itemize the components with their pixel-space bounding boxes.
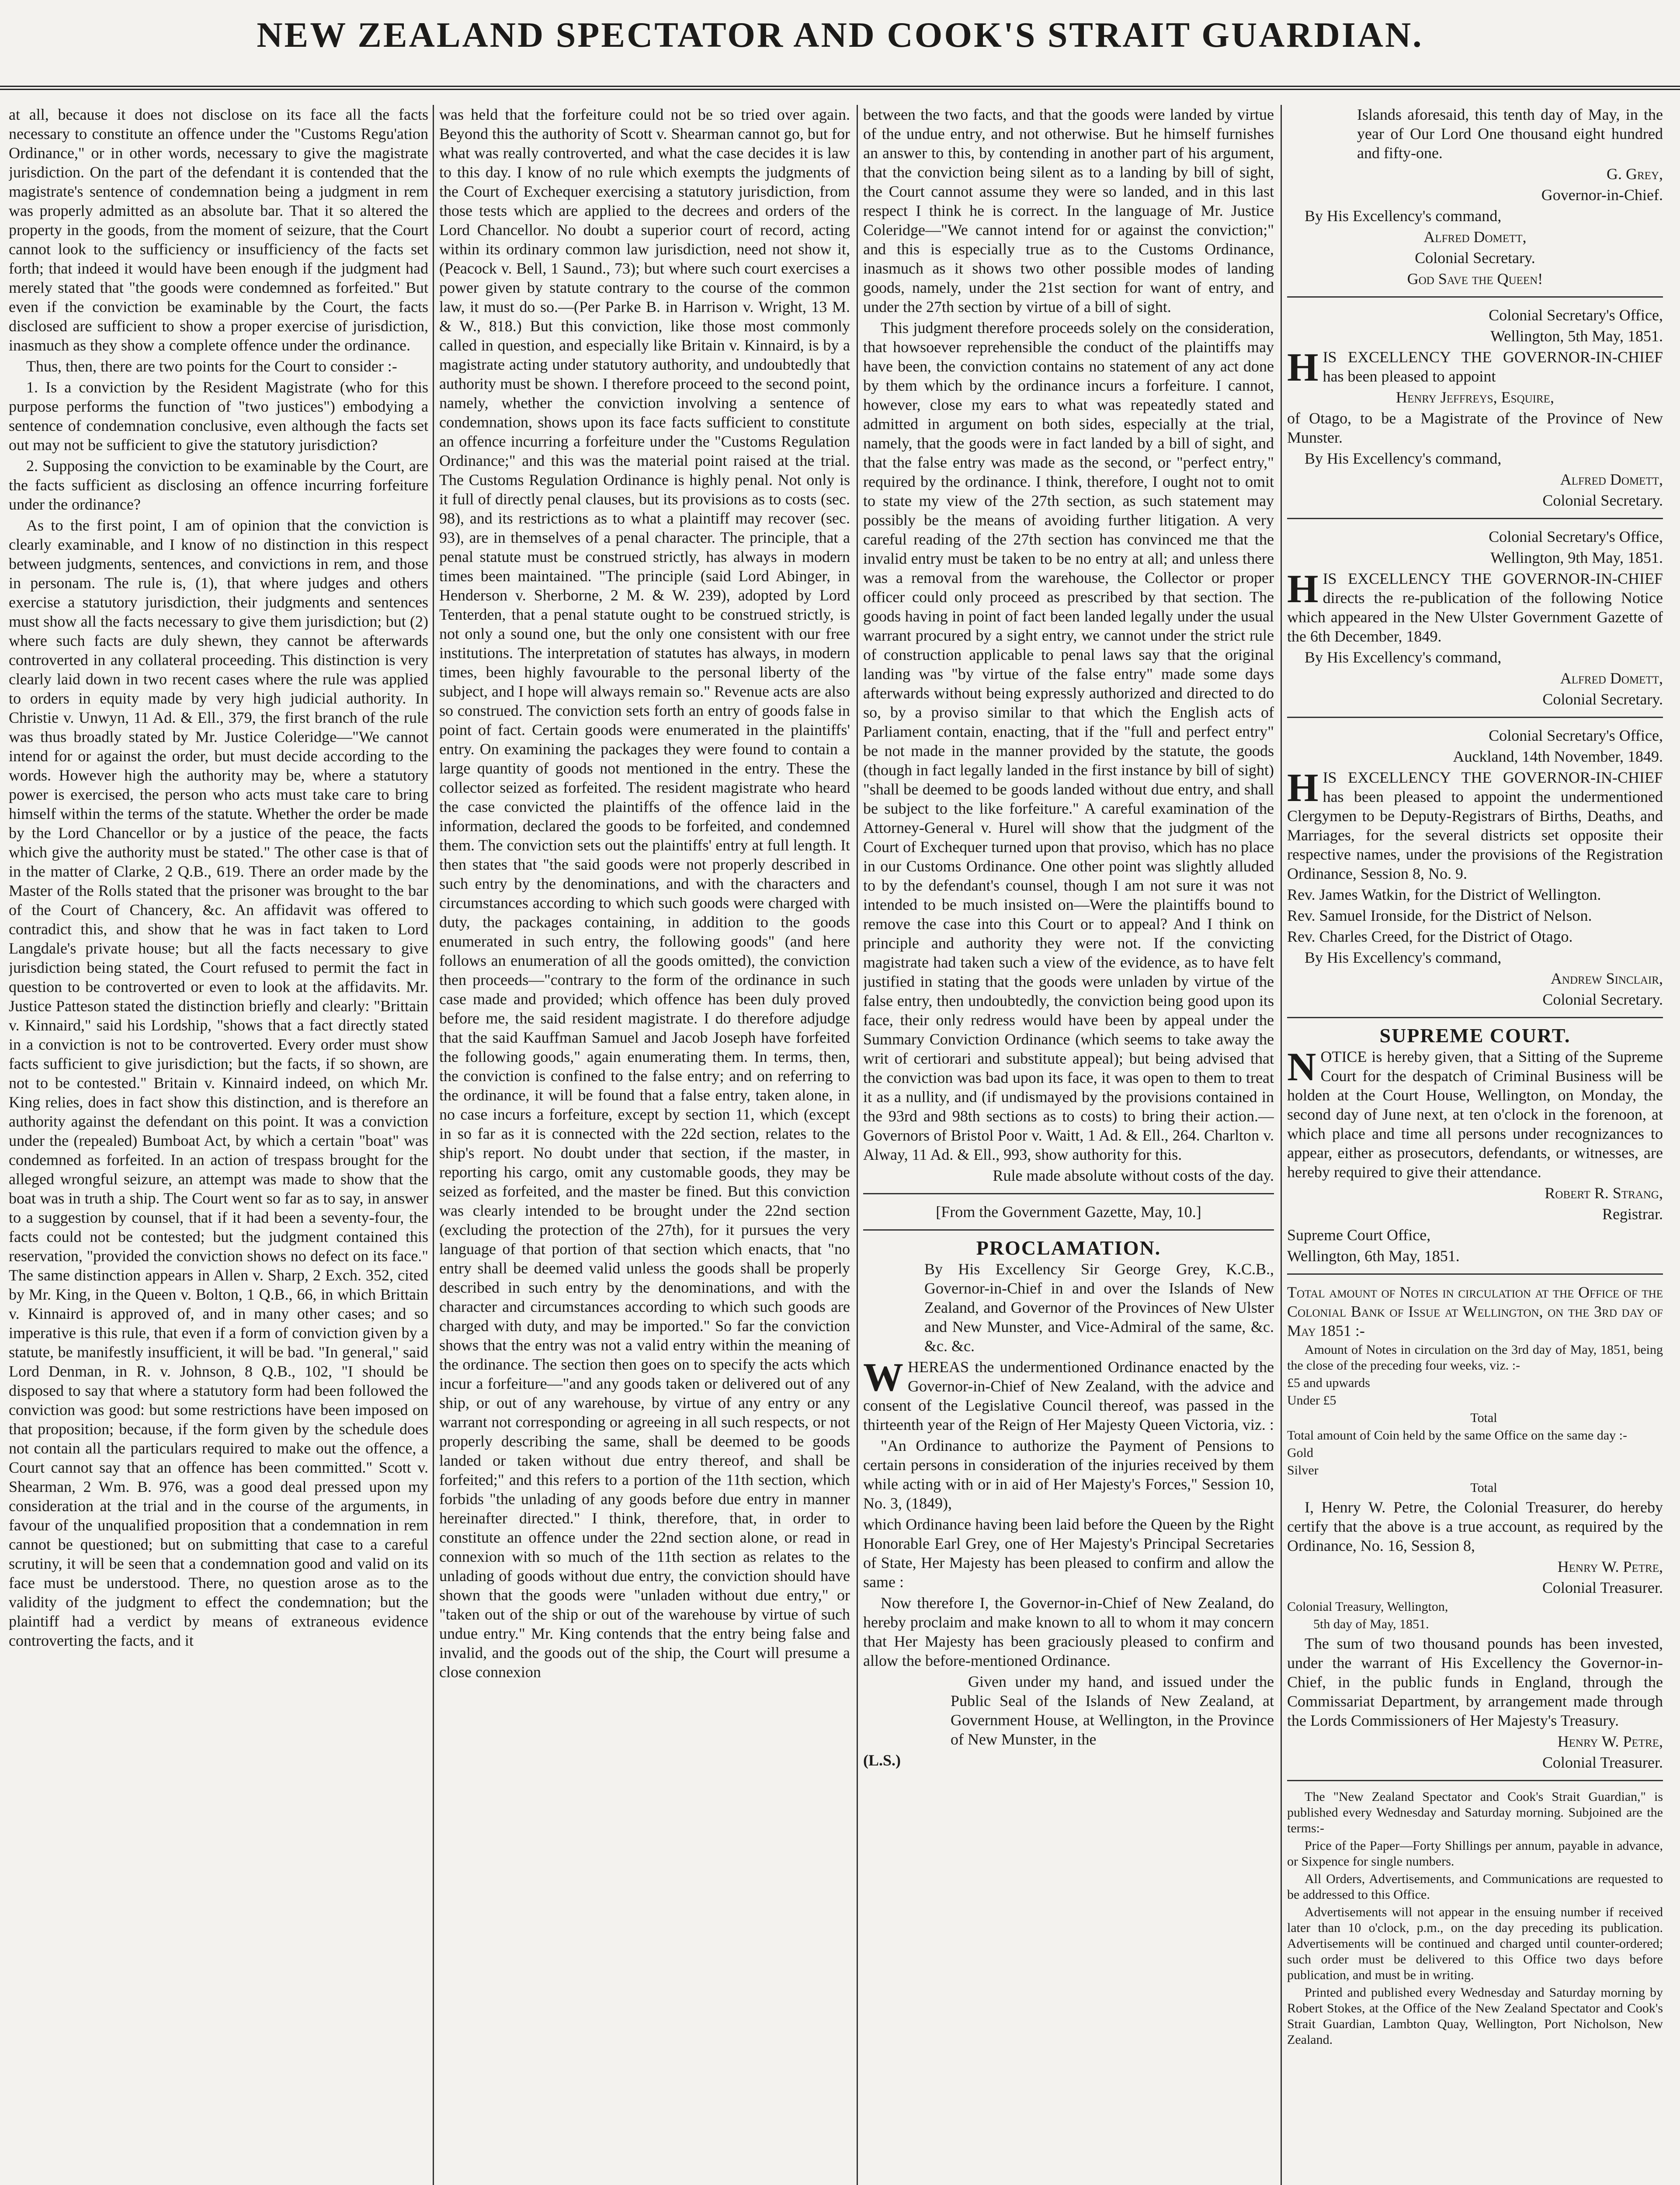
signature: Henry W. Petre, (1557, 1733, 1663, 1750)
notice-text: IS EXCELLENCY THE GOVERNOR-IN-CHIEF directs the re-publication of the following Notice which appeared in the New Ulster Government Gazette of the 6th December, 1849. (1287, 570, 1663, 645)
date: Auckland, 14th November, 1849. (1453, 748, 1663, 765)
role: Colonial Secretary. (1542, 492, 1663, 509)
paragraph: This judgment therefore proceeds solely on the consideration, that howsoever reprehensible the conduct of the plaintiffs may have been, the conviction contains no statement of any act done by them which by the ordinance incurs a forfeiture. I cannot, however, close my ears to what was repeatedly stated and admitted in argument on both sides, especially at the trial, namely, that the goods were in fact landed by a bill of sight, and that the false entry was made as the second, or "perfect entry," required by the ordinance. I think, therefore, I ought not to omit to state my view of the 27th section, as such statement may possibly be the means of avoiding further litigation. A very careful reading of the 27th section has convinced me that the invalid entry must be taken to be no entry at all; and unless there was a removal from the warehouse, the Collector or proper officer could only proceed as prescribed by that section. The goods having in point of fact been landed legally under the usual warrant procured by a sight entry, we cannot under the strict rule of construction applicable to penal laws say that the original landing was "by virtue of the false entry" made some days afterwards without being expressly authorized and directed to do so, by a proviso similar to that which the English acts of Parliament contain, enacting, that if the "full and perfect entry" be not made in the manner provided by the statute, the goods (though in fact legally landed in the first instance by bill of sight) "shall be deemed to be goods landed without due entry, and shall be subject to the like forfeiture." A careful examination of the Attorney-General v. Hurel will show that the judgment of the Court of Exchequer turned upon that proviso, which has no place in our Customs Ordinance. One other point was slightly alluded to by the defendant's counsel, though I am not sure it was not intended to be much insisted on—Were the plaintiffs bound to remove the case into this Court or to appeal? And I think on principle and authority they were not. If the convicting magistrate had taken such a view of the evidence, as to have felt justified in stating that the goods were unladen by virtue of the false entry, then undoubtedly, the conviction being good upon its face, their only redress would have been by appeal under the Summary Conviction Ordinance (which seems to take away the writ of certiorari and substitute appeal); but being advised that the conviction was bad upon its face, it was open to them to treat it as a nullity, and (if undismayed by the provisions contained in the 93rd and 98th sections as to costs) to bring their action.—Governors of Bristol Poor v. Waitt, 1 Ad. & Ell., 264. Charlton v. Alway, 11 Ad. & Ell., 993, show authority for this. (863, 319, 1274, 1163)
gazette-source: [From the Government Gazette, May, 10.] (936, 1203, 1201, 1221)
proclamation-body3: Now therefore I, the Governor-in-Chief of New Zealand, do hereby proclaim and make known to all to whom it may concern that Her Majesty has been graciously pleased to confirm and allow the before-mentioned Ordinance. (863, 1594, 1274, 1669)
proclamation-by: By His Excellency Sir George Grey, K.C.B., Governor-in-Chief in and over the Islands of New Zealand, and Governor of the Provinces of New Ulster and New Munster, and Vice-Admiral of the same, &c. &c. &c. (924, 1260, 1274, 1355)
signature: Alfred Domett, (1423, 228, 1527, 246)
treasury-sub: Amount of Notes in circulation on the 3rd day of May, 1851, being the close of the preceding four weeks, viz. :- (1287, 1342, 1663, 1373)
imprint: Price of the Paper—Forty Shillings per annum, payable in advance, or Sixpence for single numbers. (1287, 1838, 1663, 1869)
drop-cap: H (1287, 566, 1319, 611)
role: Colonial Secretary. (1542, 690, 1663, 708)
masthead: NEW ZEALAND SPECTATOR AND COOK'S STRAIT GUARDIAN. (257, 15, 1423, 55)
date: Wellington, 5th May, 1851. (1490, 327, 1663, 345)
proclamation-body (863, 1357, 1274, 1434)
proclamation-title: PROCLAMATION. (976, 1237, 1161, 1259)
notice-text: OTICE is hereby given, that a Sitting of the Supreme Court for the despatch of Criminal Business will be holden at the Court House, Wellington, on Monday, the second day of June next, at ten o'clock in the forenoon, at which place and time all persons under recognizances to appear, either as prosecutors, defendants, or witnesses, are hereby required to give their attendance. (1287, 1048, 1663, 1181)
list-item: Rev. James Watkin, for the District of Wellington. (1287, 886, 1601, 903)
notice-body (1287, 345, 1663, 389)
notice-text: IS EXCELLENCY THE GOVERNOR-IN-CHIEF has been pleased to appoint the undermentioned Clergymen to be Deputy-Registrars of Births, Deaths, and Marriages, for the several districts set opposite their respective names, under the provisions of the Registration Ordinance, Session 8, No. 9. (1287, 769, 1663, 882)
date: Wellington, 9th May, 1851. (1490, 549, 1663, 566)
notice-body (1287, 566, 1663, 646)
supreme-court-title: SUPREME COURT. (1379, 1024, 1571, 1047)
role: Governor-in-Chief. (1541, 186, 1663, 204)
column-4 (1287, 105, 1663, 2185)
paragraph: between the two facts, and that the goods were landed by virtue of the undue entry, and not otherwise. But he himself furnishes an answer to this, by contending in another part of his argument, that the conviction being silent as to a landing by bill of sight, the Court cannot assume they were so landed, and in this last respect I think he is correct. In the language of Mr. Justice Coleridge—"We cannot intend for or against the conviction;" and this is especially true as to the Customs Ordinance, inasmuch as it shows two other possible modes of landing goods, namely, under the 21st section for want of entry, and under the 27th section by virtue of a bill of sight. (863, 106, 1274, 316)
divider (1287, 518, 1663, 519)
office: Supreme Court Office, (1287, 1226, 1431, 1244)
paragraph: 2. Supposing the conviction to be examinable by the Court, are the facts sufficient as disclosing an offence incurring forfeiture under the ordinance? (9, 457, 428, 513)
drop-cap: N (1287, 1044, 1316, 1089)
divider (1287, 1780, 1663, 1781)
closing-line: Rule made absolute without costs of the day. (993, 1167, 1274, 1184)
signature: G. Grey, (1607, 165, 1663, 183)
column-2 (439, 105, 850, 2185)
role: Colonial Treasurer. (1542, 1754, 1663, 1771)
imprint: Printed and published every Wednesday and Saturday morning by Robert Stokes, at the Office of the New Zealand Spectator and Cook's Strait Guardian, Lambton Quay, Wellington, Port Nicholson, New Zealand. (1287, 1985, 1663, 2047)
column-3 (863, 105, 1274, 2185)
proclamation-given: Given under my hand, and issued under the Public Seal of the Islands of New Zealand, at Government House, at Wellington, in the Province of New Munster, in the (951, 1673, 1274, 1748)
ledger-row: Gold (1287, 1446, 1313, 1460)
column-1 (9, 105, 428, 2185)
list-item: Rev. Charles Creed, for the District of Otago. (1287, 928, 1573, 945)
paragraph: at all, because it does not disclose on its face all the facts necessary to constitute an offence under the "Customs Regu'ation Ordinance," or in other words, necessary to give the magistrate jurisdiction. On the part of the defendant it is contended that the magistrate's sentence of condemnation being a judgment in rem was properly admitted as an absolute bar. That it so altered the property in the goods, from the moment of seizure, that the Court cannot look to the sufficiency or insufficiency of the facts set forth; that indeed it would have been enough if the judgment had merely stated that "the goods were condemned as forfeited." But even if the conviction be examinable by the Court, the facts disclosed are sufficient to show a proper exercise of jurisdiction, inasmuch as they show a complete offence under the ordinance. (9, 106, 428, 354)
office: Colonial Treasury, Wellington, (1287, 1599, 1448, 1614)
divider (1287, 1273, 1663, 1275)
imprint: The "New Zealand Spectator and Cook's Strait Guardian," is published every Wednesday and Saturday morning. Subjoined are the terms:- (1287, 1790, 1663, 1835)
appointee: Henry Jeffreys, Esquire, (1396, 388, 1554, 406)
ledger-row: £5 and upwards (1287, 1376, 1370, 1390)
command: By His Excellency's command, (1305, 450, 1502, 467)
masthead-rule (0, 86, 1680, 90)
imprint: All Orders, Advertisements, and Communications are requested to be addressed to this Office. (1287, 1872, 1663, 1902)
paragraph: As to the first point, I am of opinion that the conviction is clearly examinable, and I know of no distinction in this respect between judgments, sentences, and convictions in rem, and those in personam. The rule is, (1), that where judges and others exercise a statutory jurisdiction, their judgments and sentences must show all the facts necessary to give them jurisdiction; but (2) where such facts are duly shewn, they cannot be afterwards controverted in any collateral proceeding. This distinction is very clearly laid down in two recent cases where the rule was applied to orders in equity made by very high judicial authority. In Christie v. Unwyn, 11 Ad. & Ell., 379, the first branch of the rule was thus broadly stated by Mr. Justice Coleridge—"We cannot intend for or against the order, but must decide according to the words. However high the authority may be, where a statutory power is exercised, the person who acts must take care to bring himself within the terms of the statute. Whether the order be made by the Lord Chancellor or by a justice of the peace, the facts which give the authority must be stated." The other case is that of in the matter of Clarke, 2 Q.B., 619. There an order made by the Master of the Rolls stated that the prisoner was brought to the bar of the Court of Chancery, &c. An affidavit was offered to contradict this, and show that he was in fact taken to Lord Langdale's private house; but all the facts necessary to give jurisdiction being stated, the Court refused to permit the fact in question to be controverted or even to look at the affidavits. Mr. Justice Patteson stated the distinction briefly and clearly: "Brittain v. Kinnaird," said his Lordship, "shows that a fact directly stated in a conviction is not to be controverted. Every order must show facts sufficient to give jurisdiction; but the facts, if so shown, are not to be contested." Britain v. Kinnaird indeed, on which Mr. King relies, does in fact show this distinction, and is therefore an authority against the defendant on this point. It was a conviction under the (repealed) Bumboat Act, by which a certain "boat" was condemned as forfeited. In an action of trespass brought for the alleged wrongful seizure, an attempt was made to show that the boat was in truth a ship. The Court went so far as to say, in answer to a suggestion by counsel, that if it had been a seventy-four, the facts could not be contested; but the judgment contained this reservation, "provided the conviction shows no defect on its face." The same distinction appears in Allen v. Sharp, 2 Exch. 352, cited by Mr. King, in the Queen v. Bolton, 1 Q.B., 66, in which Brittain v. Kinnaird is approved of, and in many other cases; and so imperative is this rule, that even if a form of conviction given by a statute, be manifestly insufficient, it will be bad. "In general," said Lord Denman, in R. v. Johnson, 8 Q.B., 102, "I should be disposed to say that where a statutory form had been followed the conviction was good: but some restrictions have been imposed on that proposition; because, if the form given by the schedule does not contain all the particulars required to make out the offence, a Court cannot say that an offence has been committed." Scott v. Shearman, 2 Wm. B. 976, was a good deal pressed upon my consideration at the trial and in the course of the arguments, in favour of the unqualified proposition that a condemnation in rem cannot be questioned; but on submitting that case to a careful scrutiny, it will be seen that a condemnation good and valid on its face must be understood. There, no question arose as to the validity of the judgment to effect the condemnation; but the plaintiff had a verdict by means of extraneous evidence controverting the facts, and it (9, 517, 428, 1649)
paragraph: Islands aforesaid, this tenth day of May, in the year of Our Lord One thousand eight hundred and fifty-one. (1357, 106, 1663, 162)
ledger-total: Total (1470, 1481, 1497, 1495)
paragraph: 1. Is a conviction by the Resident Magistrate (who for this purpose performs the function of "two justices") embodying a sentence of condemnation conclusive, even although the facts set out may not be sufficient to give the statutory jurisdiction? (9, 378, 428, 454)
drop-cap: H (1287, 765, 1319, 810)
office: Colonial Secretary's Office, (1489, 306, 1663, 324)
notice-body (1287, 1044, 1663, 1182)
column-divider (433, 105, 434, 2185)
coin-head: Total amount of Coin held by the same Office on the same day :- (1287, 1428, 1627, 1443)
paragraph: Thus, then, there are two points for the Court to consider :- (26, 357, 397, 375)
divider (1287, 1017, 1663, 1018)
notice-text: of Otago, to be a Magistrate of the Province of New Munster. (1287, 409, 1663, 446)
office: Colonial Secretary's Office, (1489, 727, 1663, 744)
list-item: Rev. Samuel Ironside, for the District of Nelson. (1287, 907, 1592, 924)
signature: Alfred Domett, (1560, 669, 1663, 687)
treasury-body: The sum of two thousand pounds has been invested, under the warrant of His Excellency the Governor-in-Chief, in the public funds in England, through the Commissariat Department, by arrangement made through the Lords Commissioners of Her Majesty's Treasury. (1287, 1635, 1663, 1729)
ledger-total: Total (1470, 1411, 1497, 1425)
signature: Alfred Domett, (1560, 471, 1663, 488)
role: Colonial Treasurer. (1542, 1579, 1663, 1596)
paragraph: was held that the forfeiture could not be so tried over again. Beyond this the authority of Scott v. Shearman cannot go, but for what was really controverted, and what the case decides it is law to this day. I know of no rule which exempts the judgments of the Court of Exchequer exercising a statutory jurisdiction, from those tests which are applied to the decrees and orders of the Lord Chancellor. No doubt a superior court of record, acting within its ordinary common law jurisdiction, need not show it, (Peacock v. Bell, 1 Saund., 73); but where such court exercises a power given by statute contrary to the course of the common law, it must do so.—(Per Parke B. in Harrison v. Wright, 13 M. & W., 818.) But this conviction, like those most commonly called in question, and especially like Britain v. Kinnaird, is by a magistrate acting under statutory authority, and undoubtedly that authority must be shown. I therefore proceed to the second point, namely, whether the conviction involving a sentence of condemnation, shows upon its face facts sufficient to constitute an offence incurring a forfeiture under the "Customs Regulation Ordinance;" and this was the material point raised at the trial. The Customs Regulation Ordinance is highly penal. Not only is it full of directly penal clauses, but its provisions as to costs (sec. 98), and its restrictions as to what a plaintiff may recover (sec. 93), are in themselves of a penal character. The principle, that a penal statute must be construed strictly, has always in modern times been maintained. "The principle (said Lord Abinger, in Henderson v. Sherborne, 2 M. & W. 239), adopted by Lord Tenterden, that a penal statute ought to be construed strictly, is not only a sound one, but the only one consistent with our free institutions. The interpretation of statutes has always, in modern times, been highly favourable to the personal liberty of the subject, and I hope will always remain so." Revenue acts are also so construed. The conviction sets forth an entry of goods false in point of fact. Certain goods were enumerated in the plaintiffs' entry. On examining the packages they were found to contain a large quantity of goods not mentioned in the entry. These the collector seized as forfeited. The resident magistrate who heard the case convicted the plaintiffs of the offence laid in the information, declared the goods to be forfeited, and condemned them. The conviction sets out the plaintiffs' entry at full length. It then states that "the said goods were not properly described in such entry by the denominations, and with the characters and circumstances according to which such goods were charged with duty, the packages containing, in addition to the goods enumerated in such entry, the following goods" (and here follows an enumeration of all the goods omitted), the conviction then proceeds—"contrary to the form of the ordinance in such case made and provided; which offence has been duly proved before me, the said resident magistrate. I do therefore adjudge that the said Kauffman Samuel and Jacob Joseph have forfeited the following goods," again enumerating them. In terms, then, the conviction is confined to the false entry; and on referring to the ordinance, it will be found that a false entry, taken alone, in no case incurs a forfeiture, except by section 11, which (except in so far as it is connected with the 22d section, relates to the ship's report. No doubt under that section, if the master, in reporting his cargo, omit any customable goods, they may be seized as forfeited, and the master be fined. But this conviction was clearly intended to be brought under the 22nd section (excluding the protection of the 27th), for it pursues the very language of that portion of that section which enacts, that "no entry shall be deemed valid unless the goods shall be properly described in such entry by the denominations, and with the character and circumstances according to which such goods are charged with duty, and may be imported." So far the conviction shows that the entry was not a valid entry within the meaning of the ordinance. The section then goes on to specify the acts which incur a forfeiture—"and any goods taken or delivered out of any ship, or out of any warehouse, by virtue of any entry or any warrant not corresponding or agreeing in all such respects, or not properly describing the same, shall be deemed to be goods landed or taken without due entry thereof, and shall be forfeited;" and this refers to a portion of the 11th section, which forbids "the unlading of any goods before due entry in manner hereinafter directed." I think, therefore, that, in order to constitute an offence under the 22nd section alone, or read in connexion with so much of the 11th section as relates to the unlading of goods without due entry, the conviction should have shown that the goods were "unladen without due entry," or "taken out of the ship or out of the warehouse by virtue of such undue entry." Mr. King contends that the entry being false and invalid, and the goods out of the ship, the Court will presume a close connexion (439, 106, 850, 1681)
god-save-queen: God Save the Queen! (1407, 270, 1543, 288)
command: By His Excellency's command, (1305, 949, 1502, 966)
imprint: Advertisements will not appear in the ensuing number if received later than 10 o'clock, p.m., on the day preceding its publication. Advertisements will be continued and charged until counter-ordered; such order must be delivered to this Office two days before publication, and must be in writing. (1287, 1905, 1663, 1982)
proclamation-text: HEREAS the undermentioned Ordinance enacted by the Governor-in-Chief of New Zealand, with the advice and consent of the Legislative Council thereof, was passed in the thirteenth year of the Reign of Her Majesty Queen Victoria, viz. : (863, 1358, 1274, 1433)
ledger-row: Silver (1287, 1463, 1319, 1477)
treasury-head: Total amount of Notes in circulation at the Office of the Colonial Bank of Issue at Wellington, on the 3rd day of May 1851 :- (1287, 1283, 1663, 1339)
signature: Andrew Sinclair, (1550, 970, 1663, 987)
drop-cap: H (1287, 345, 1319, 389)
signature: Robert R. Strang, (1545, 1184, 1663, 1202)
divider (1287, 296, 1663, 298)
date: Wellington, 6th May, 1851. (1287, 1247, 1460, 1265)
role: Registrar. (1602, 1205, 1663, 1223)
role: Colonial Secretary. (1542, 991, 1663, 1008)
notice-body (1287, 765, 1663, 883)
command: By His Excellency's command, (1305, 649, 1502, 666)
column-divider (1281, 105, 1282, 2185)
treasury-cert: I, Henry W. Petre, the Colonial Treasurer, do hereby certify that the above is a true account, as required by the Ordinance, No. 16, Session 8, (1287, 1498, 1663, 1554)
column-divider (857, 105, 858, 2185)
divider (1287, 717, 1663, 718)
drop-cap: W (863, 1355, 903, 1399)
proclamation-quote: "An Ordinance to authorize the Payment of Pensions to certain persons in consideration of the injuries received by them while acting with or in aid of Her Majesty's Forces," Session 10, No. 3, (1849), (863, 1437, 1274, 1512)
signature: Henry W. Petre, (1557, 1558, 1663, 1575)
role: Colonial Secretary. (1415, 249, 1535, 267)
divider (863, 1229, 1274, 1231)
seal: (L.S.) (863, 1751, 901, 1769)
ledger-row: Under £5 (1287, 1393, 1336, 1408)
office: Colonial Secretary's Office, (1489, 528, 1663, 545)
divider (863, 1193, 1274, 1194)
notice-text: IS EXCELLENCY THE GOVERNOR-IN-CHIEF has been pleased to appoint (1322, 348, 1663, 385)
command: By His Excellency's command, (1305, 207, 1502, 225)
proclamation-body2: which Ordinance having been laid before the Queen by the Right Honorable Earl Grey, one of Her Majesty's Principal Secretaries of State, Her Majesty has been pleased to confirm and allow the same : (863, 1516, 1274, 1591)
date: 5th day of May, 1851. (1313, 1617, 1429, 1631)
